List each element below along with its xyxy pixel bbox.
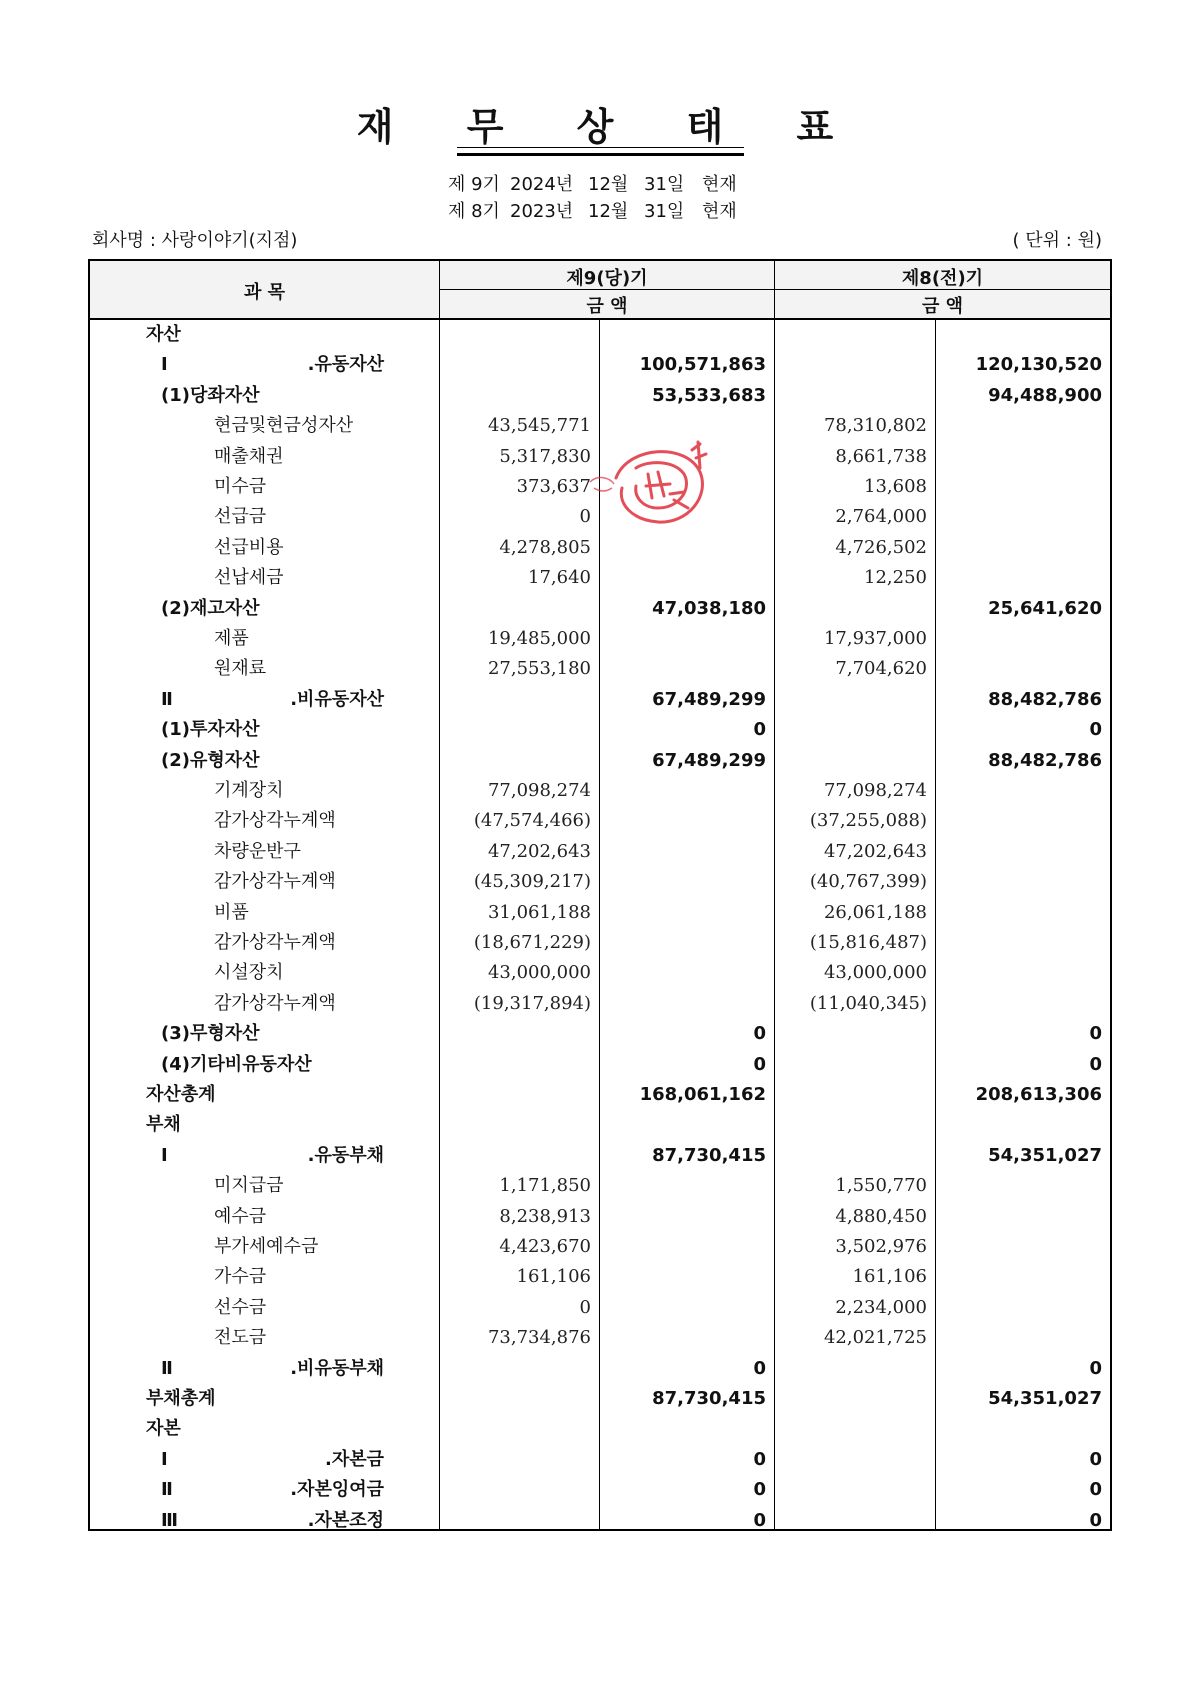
previous-detail-amount: 4,726,502 (835, 536, 927, 558)
table-row (90, 685, 1110, 715)
account-label: 감가상각누계액 (214, 992, 336, 1014)
table-row (90, 533, 1110, 563)
table-row (90, 776, 1110, 806)
table-row (90, 1232, 1110, 1262)
current-detail-amount: 73,734,876 (487, 1327, 591, 1349)
account-label: Ⅰ.유동자산 (161, 354, 384, 376)
previous-total-amount: 88,482,786 (988, 749, 1102, 771)
period-year: 2024년 (510, 174, 574, 195)
current-detail-amount: 43,545,771 (487, 415, 591, 437)
account-label: Ⅱ.자본잉여금 (161, 1479, 384, 1501)
current-detail-amount: 373,637 (516, 476, 591, 497)
period-current (0, 170, 1190, 196)
previous-detail-amount: (40,767,399) (809, 871, 927, 893)
current-total-amount: 53,533,683 (652, 384, 766, 406)
current-total-amount: 0 (753, 1479, 766, 1501)
account-label: 자산 (146, 324, 181, 345)
account-label: 부채 (146, 1114, 181, 1136)
current-total-amount: 47,038,180 (652, 597, 766, 619)
previous-detail-amount: 47,202,643 (823, 840, 927, 862)
account-label: Ⅲ.자본조정 (161, 1509, 384, 1531)
account-label: 비품 (214, 901, 249, 923)
period-month: 12월 (588, 201, 629, 222)
account-label: 차량운반구 (214, 840, 301, 862)
account-label: Ⅰ.유동부채 (161, 1144, 384, 1166)
table-row (90, 1323, 1110, 1353)
period-label: 현재 (702, 201, 737, 222)
account-label: 가수금 (214, 1266, 267, 1288)
period-year: 2023년 (510, 201, 574, 222)
current-detail-amount: 77,098,274 (487, 780, 591, 801)
current-detail-amount: 43,000,000 (487, 962, 591, 984)
previous-detail-amount: 43,000,000 (823, 962, 927, 984)
account-label: 현금및현금성자산 (214, 415, 354, 437)
previous-detail-amount: 161,106 (852, 1266, 927, 1288)
table-row (90, 1384, 1110, 1414)
current-detail-amount: 1,171,850 (499, 1175, 591, 1197)
account-label: 시설장치 (214, 962, 284, 984)
current-total-amount: 0 (753, 1357, 766, 1379)
previous-detail-amount: 7,704,620 (835, 658, 927, 680)
account-label: 자산총계 (146, 1084, 216, 1105)
account-label: 제품 (214, 628, 249, 649)
previous-detail-amount: 42,021,725 (823, 1327, 927, 1349)
unit-label: ( 단위 : 원) (1012, 230, 1102, 251)
previous-total-amount: 0 (1089, 1479, 1102, 1501)
current-detail-amount: 0 (579, 506, 591, 528)
current-detail-amount: (18,671,229) (473, 932, 591, 953)
header-previous-period: 제8(전)기 (901, 268, 984, 289)
previous-total-amount: 0 (1089, 1357, 1102, 1379)
table-row (90, 654, 1110, 684)
table-row (90, 1202, 1110, 1232)
account-label: (4)기타비유동자산 (161, 1053, 312, 1075)
company-name: 회사명 : 사랑이야기(지점) (92, 230, 298, 251)
period-number: 제 9기 (448, 174, 500, 195)
current-detail-amount: 5,317,830 (499, 445, 591, 467)
previous-detail-amount: 2,764,000 (835, 506, 927, 528)
account-label: 자본 (146, 1418, 181, 1440)
current-total-amount: 0 (753, 719, 766, 741)
page-title: 재 무 상 태 표 (356, 105, 864, 149)
period-day: 31일 (644, 174, 685, 195)
account-label: (3)무형자산 (161, 1023, 260, 1045)
table-row (90, 989, 1110, 1019)
table-row (90, 806, 1110, 836)
previous-detail-amount: 4,880,450 (835, 1205, 927, 1227)
previous-total-amount: 0 (1089, 719, 1102, 741)
current-detail-amount: (47,574,466) (473, 810, 591, 832)
header-current-period: 제9(당)기 (566, 268, 648, 289)
period-month: 12월 (588, 174, 629, 195)
current-total-amount: 67,489,299 (652, 688, 766, 710)
current-detail-amount: 161,106 (516, 1266, 591, 1288)
header-divider (440, 289, 1110, 290)
header-current-amount: 금 액 (586, 296, 628, 317)
period-day: 31일 (644, 201, 685, 222)
account-label: 매출채권 (214, 445, 284, 467)
account-label: 미지급금 (214, 1175, 284, 1197)
previous-detail-amount: (15,816,487) (809, 932, 927, 953)
table-row (90, 1354, 1110, 1384)
table-row (90, 1171, 1110, 1201)
account-label: 부채총계 (146, 1388, 216, 1409)
current-detail-amount: 27,553,180 (487, 658, 591, 680)
current-total-amount: 87,730,415 (652, 1144, 766, 1166)
account-label: 감가상각누계액 (214, 871, 336, 893)
previous-detail-amount: 2,234,000 (835, 1296, 927, 1318)
table-row (90, 1080, 1110, 1110)
current-detail-amount: (19,317,894) (473, 992, 591, 1014)
previous-total-amount: 0 (1089, 1053, 1102, 1075)
current-total-amount: 0 (753, 1448, 766, 1470)
table-row (90, 1475, 1110, 1505)
table-row (90, 320, 1110, 350)
table-row (90, 1506, 1110, 1536)
account-label: 예수금 (214, 1205, 267, 1227)
previous-total-amount: 25,641,620 (988, 597, 1102, 619)
table-row (90, 1050, 1110, 1080)
table-row (90, 715, 1110, 745)
account-label: Ⅰ.자본금 (161, 1448, 384, 1470)
current-total-amount: 0 (753, 1023, 766, 1045)
previous-detail-amount: 13,608 (864, 476, 927, 497)
current-total-amount: 168,061,162 (639, 1084, 766, 1105)
current-total-amount: 0 (753, 1509, 766, 1531)
current-total-amount: 0 (753, 1053, 766, 1075)
previous-total-amount: 54,351,027 (988, 1388, 1102, 1409)
previous-total-amount: 0 (1089, 1023, 1102, 1045)
title-underline-thick (457, 153, 744, 156)
previous-detail-amount: 78,310,802 (823, 415, 927, 437)
account-label: 미수금 (214, 476, 267, 497)
header-previous-amount: 금 액 (921, 296, 964, 317)
title-underline-thin (457, 147, 744, 148)
header-subject: 과 목 (243, 282, 286, 303)
current-detail-amount: 19,485,000 (487, 628, 591, 649)
current-total-amount: 67,489,299 (652, 749, 766, 771)
period-number: 제 8기 (448, 201, 500, 222)
table-row (90, 594, 1110, 624)
account-label: (1)투자자산 (161, 719, 260, 741)
account-label: (2)재고자산 (161, 597, 260, 619)
table-row (90, 898, 1110, 928)
account-label: 선급비용 (214, 536, 284, 558)
table-row (90, 867, 1110, 897)
current-detail-amount: 8,238,913 (499, 1205, 591, 1227)
current-total-amount: 100,571,863 (639, 354, 766, 376)
current-detail-amount: 47,202,643 (487, 840, 591, 862)
table-row (90, 837, 1110, 867)
table-row (90, 1445, 1110, 1475)
account-label: 원재료 (214, 658, 267, 680)
previous-total-amount: 94,488,900 (988, 384, 1102, 406)
previous-detail-amount: (11,040,345) (809, 992, 927, 1014)
account-label: 선납세금 (214, 567, 284, 589)
account-label: 기계장치 (214, 780, 284, 801)
previous-detail-amount: 1,550,770 (835, 1175, 927, 1197)
current-detail-amount: 4,278,805 (499, 536, 591, 558)
table-row (90, 1141, 1110, 1171)
table-header (90, 261, 1110, 320)
table-row (90, 958, 1110, 988)
previous-total-amount: 88,482,786 (988, 688, 1102, 710)
account-label: 선급금 (214, 506, 267, 528)
previous-detail-amount: 17,937,000 (823, 628, 927, 649)
period-label: 현재 (702, 174, 737, 195)
table-row (90, 1019, 1110, 1049)
table-row (90, 1110, 1110, 1140)
previous-detail-amount: 3,502,976 (835, 1236, 927, 1257)
current-total-amount: 87,730,415 (652, 1388, 766, 1409)
previous-total-amount: 0 (1089, 1448, 1102, 1470)
period-previous (0, 197, 1190, 223)
table-row (90, 624, 1110, 654)
previous-total-amount: 0 (1089, 1509, 1102, 1531)
previous-detail-amount: 26,061,188 (823, 901, 927, 923)
current-detail-amount: 0 (579, 1296, 591, 1318)
account-label: Ⅱ.비유동자산 (161, 688, 384, 710)
table-row (90, 1262, 1110, 1292)
previous-detail-amount: (37,255,088) (809, 810, 927, 832)
table-row (90, 1293, 1110, 1323)
table-row (90, 928, 1110, 958)
account-label: 부가세예수금 (214, 1236, 319, 1257)
previous-detail-amount: 8,661,738 (835, 445, 927, 467)
previous-total-amount: 120,130,520 (975, 354, 1102, 376)
account-label: (1)당좌자산 (161, 384, 260, 406)
previous-detail-amount: 77,098,274 (823, 780, 927, 801)
account-label: (2)유형자산 (161, 749, 260, 771)
current-detail-amount: 31,061,188 (487, 901, 591, 923)
account-label: Ⅱ.비유동부채 (161, 1357, 384, 1379)
table-row (90, 563, 1110, 593)
table-row (90, 350, 1110, 380)
previous-detail-amount: 12,250 (864, 567, 927, 589)
current-detail-amount: 17,640 (528, 567, 591, 589)
account-label: 선수금 (214, 1296, 267, 1318)
table-row (90, 746, 1110, 776)
previous-total-amount: 208,613,306 (975, 1084, 1102, 1105)
company-seal-stamp (588, 438, 718, 530)
table-row (90, 381, 1110, 411)
current-detail-amount: (45,309,217) (473, 871, 591, 893)
previous-total-amount: 54,351,027 (988, 1144, 1102, 1166)
current-detail-amount: 4,423,670 (499, 1236, 591, 1257)
account-label: 감가상각누계액 (214, 810, 336, 832)
table-row (90, 1414, 1110, 1444)
account-label: 전도금 (214, 1327, 267, 1349)
account-label: 감가상각누계액 (214, 932, 336, 953)
